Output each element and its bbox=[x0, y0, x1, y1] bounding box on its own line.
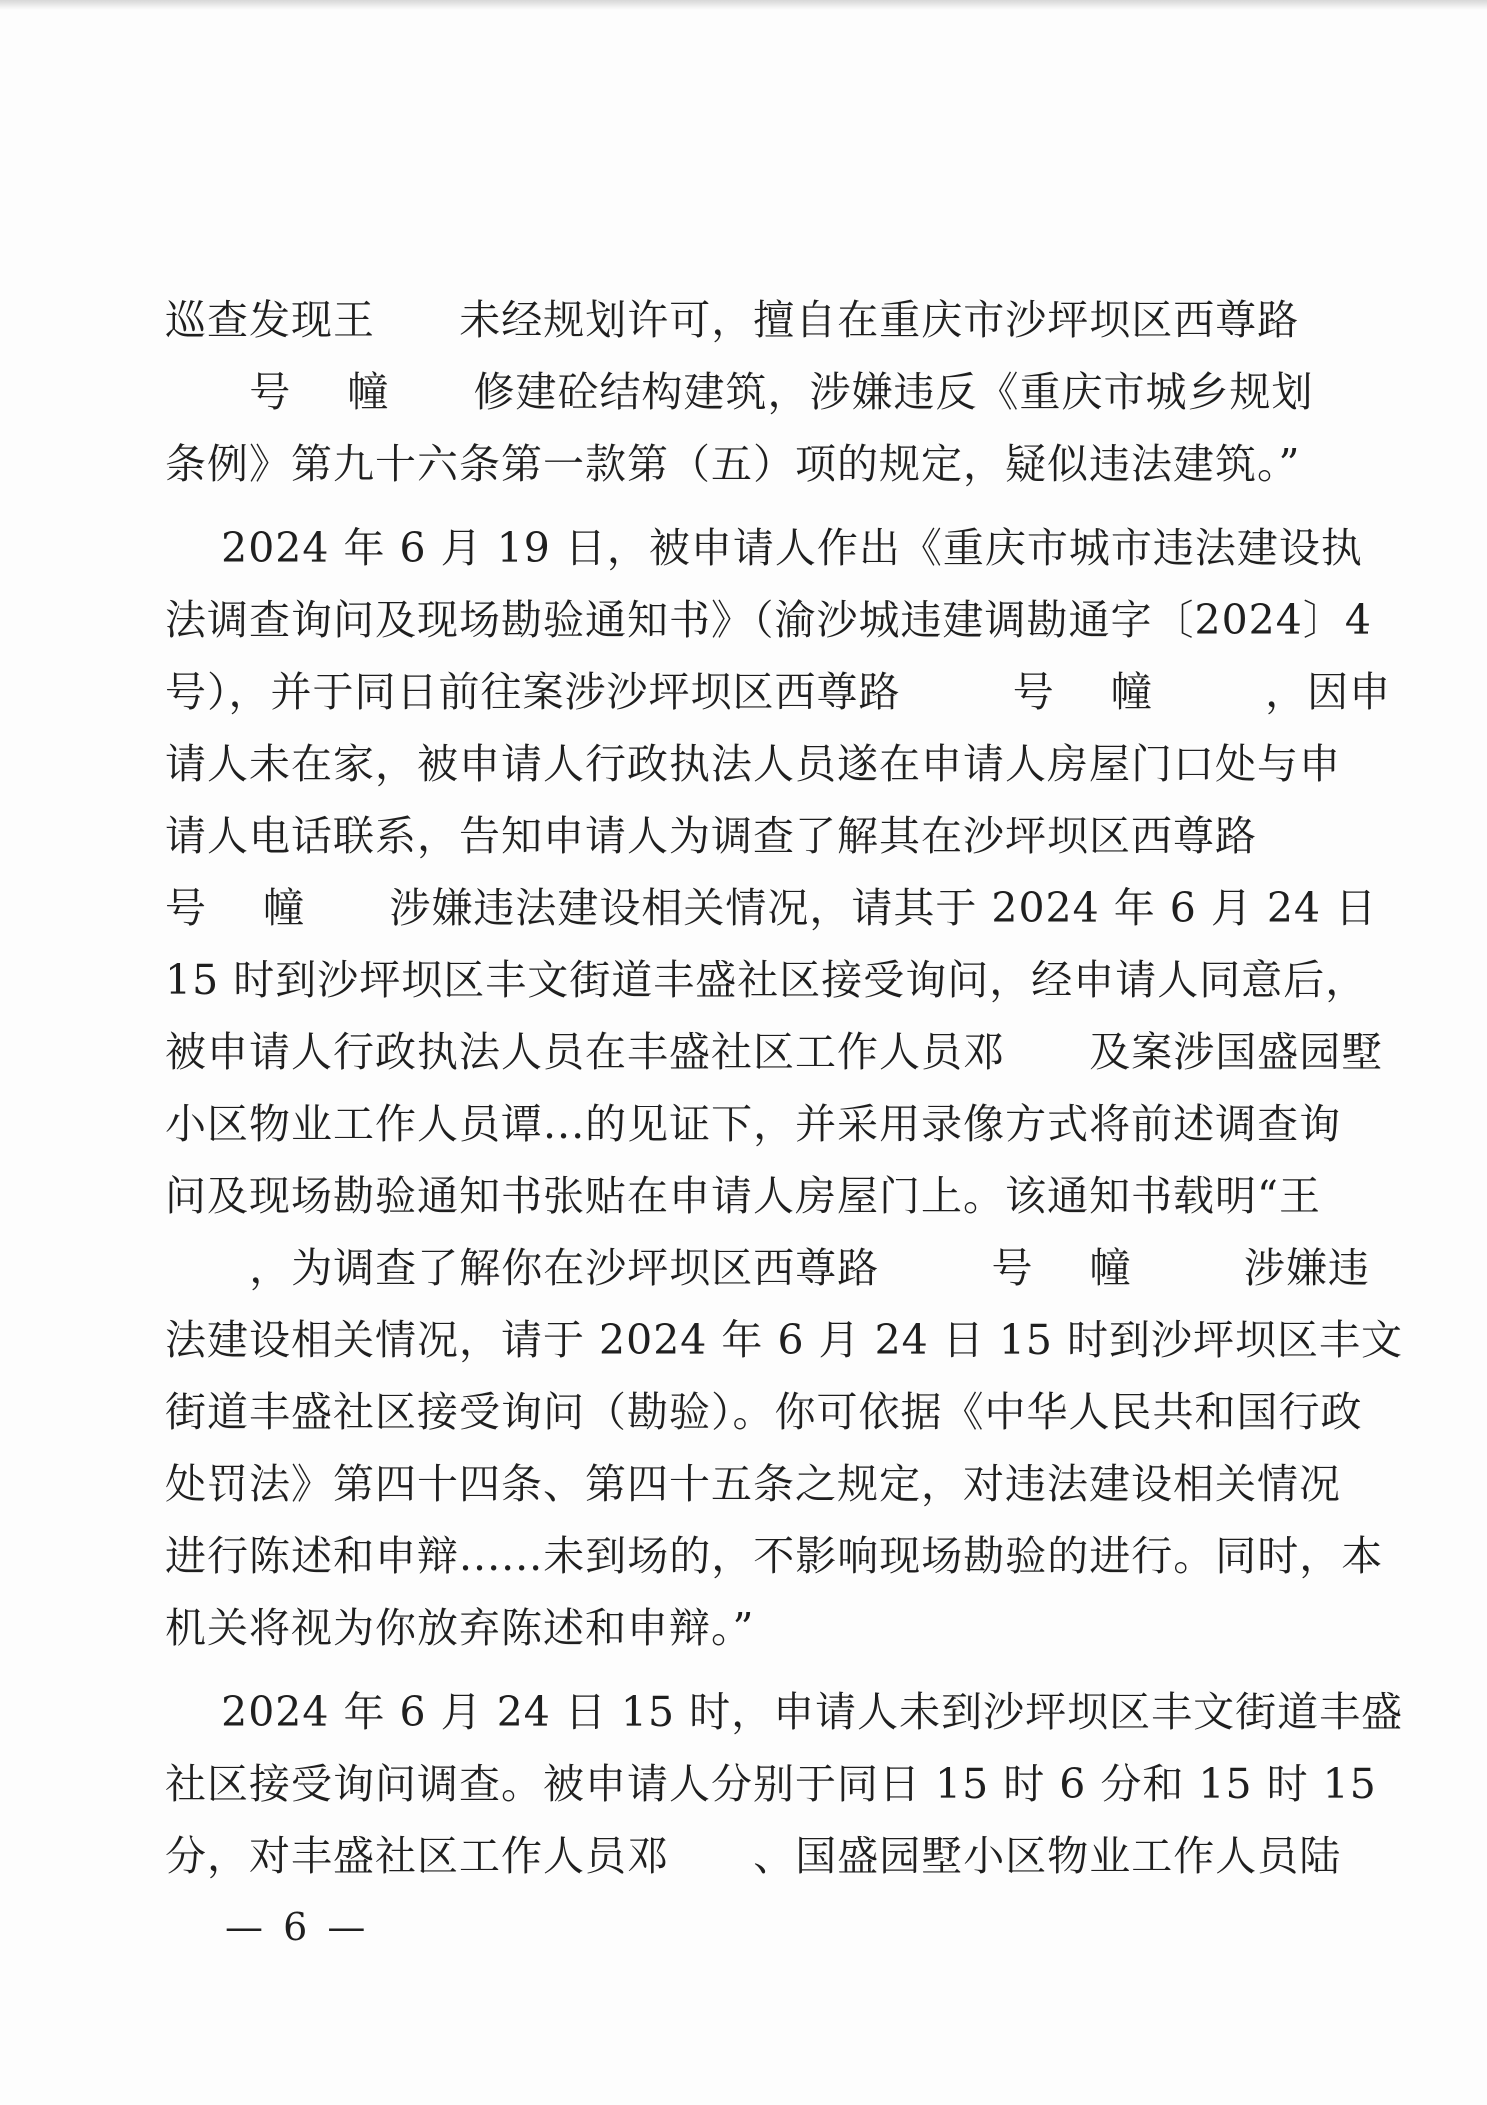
text-line: 法建设相关情况，请于 2024 年 6 月 24 日 15 时到沙坪坝区丰文 bbox=[165, 1316, 1404, 1364]
text-line: 号 幢 修建砼结构建筑，涉嫌违反《重庆市城乡规划 bbox=[165, 368, 1314, 416]
paragraph-2 bbox=[165, 512, 1404, 1664]
text-line: 被申请人行政执法人员在丰盛社区工作人员邓 及案涉国盛园墅 bbox=[165, 1028, 1384, 1076]
text-line: 2024 年 6 月 24 日 15 时，申请人未到沙坪坝区丰文街道丰盛 bbox=[165, 1688, 1404, 1736]
text-line: 巡查发现王 未经规划许可，擅自在重庆市沙坪坝区西尊路 bbox=[165, 296, 1300, 344]
text-line: ，为调查了解你在沙坪坝区西尊路 号 幢 涉嫌违 bbox=[165, 1244, 1370, 1292]
text-line: 条例》第九十六条第一款第（五）项的规定，疑似违法建筑。” bbox=[165, 440, 1301, 488]
text-line: 号），并于同日前往案涉沙坪坝区西尊路 号 幢 ，因申 bbox=[165, 668, 1392, 716]
text-line: 处罚法》第四十四条、第四十五条之规定，对违法建设相关情况 bbox=[165, 1460, 1341, 1508]
text-line: 2024 年 6 月 19 日，被申请人作出《重庆市城市违法建设执 bbox=[165, 524, 1363, 572]
text-line: 请人电话联系，告知申请人为调查了解其在沙坪坝区西尊路 bbox=[165, 812, 1257, 860]
paragraph-1 bbox=[165, 284, 1314, 500]
text-line: 社区接受询问调查。被申请人分别于同日 15 时 6 分和 15 时 15 bbox=[165, 1760, 1377, 1808]
text-line: 问及现场勘验通知书张贴在申请人房屋门上。该通知书载明“王 bbox=[165, 1172, 1321, 1220]
text-line: 街道丰盛社区接受询问（勘验）。你可依据《中华人民共和国行政 bbox=[165, 1388, 1363, 1436]
text-line: 机关将视为你放弃陈述和申辩。” bbox=[165, 1604, 755, 1652]
paragraph-3 bbox=[165, 1676, 1404, 1892]
text-line: 小区物业工作人员谭...的见证下，并采用录像方式将前述调查询 bbox=[165, 1100, 1342, 1148]
text-line: 进行陈述和申辩......未到场的，不影响现场勘验的进行。同时，本 bbox=[165, 1532, 1384, 1580]
text-line: 法调查询问及现场勘验通知书》（渝沙城违建调勘通字〔2024〕4 bbox=[165, 596, 1372, 644]
paragraph-gap bbox=[165, 500, 1275, 512]
document-body bbox=[165, 284, 1404, 1892]
text-line: 15 时到沙坪坝区丰文街道丰盛社区接受询问，经申请人同意后， bbox=[165, 956, 1368, 1004]
paragraph-gap bbox=[165, 1664, 1275, 1676]
page-number: — 6 — bbox=[225, 1905, 370, 1949]
text-line: 分，对丰盛社区工作人员邓 、国盛园墅小区物业工作人员陆 bbox=[165, 1832, 1342, 1880]
scan-edge bbox=[0, 0, 1487, 10]
text-line: 请人未在家，被申请人行政执法人员遂在申请人房屋门口处与申 bbox=[165, 740, 1341, 788]
text-line: 号 幢 涉嫌违法建设相关情况，请其于 2024 年 6 月 24 日 bbox=[165, 884, 1378, 932]
